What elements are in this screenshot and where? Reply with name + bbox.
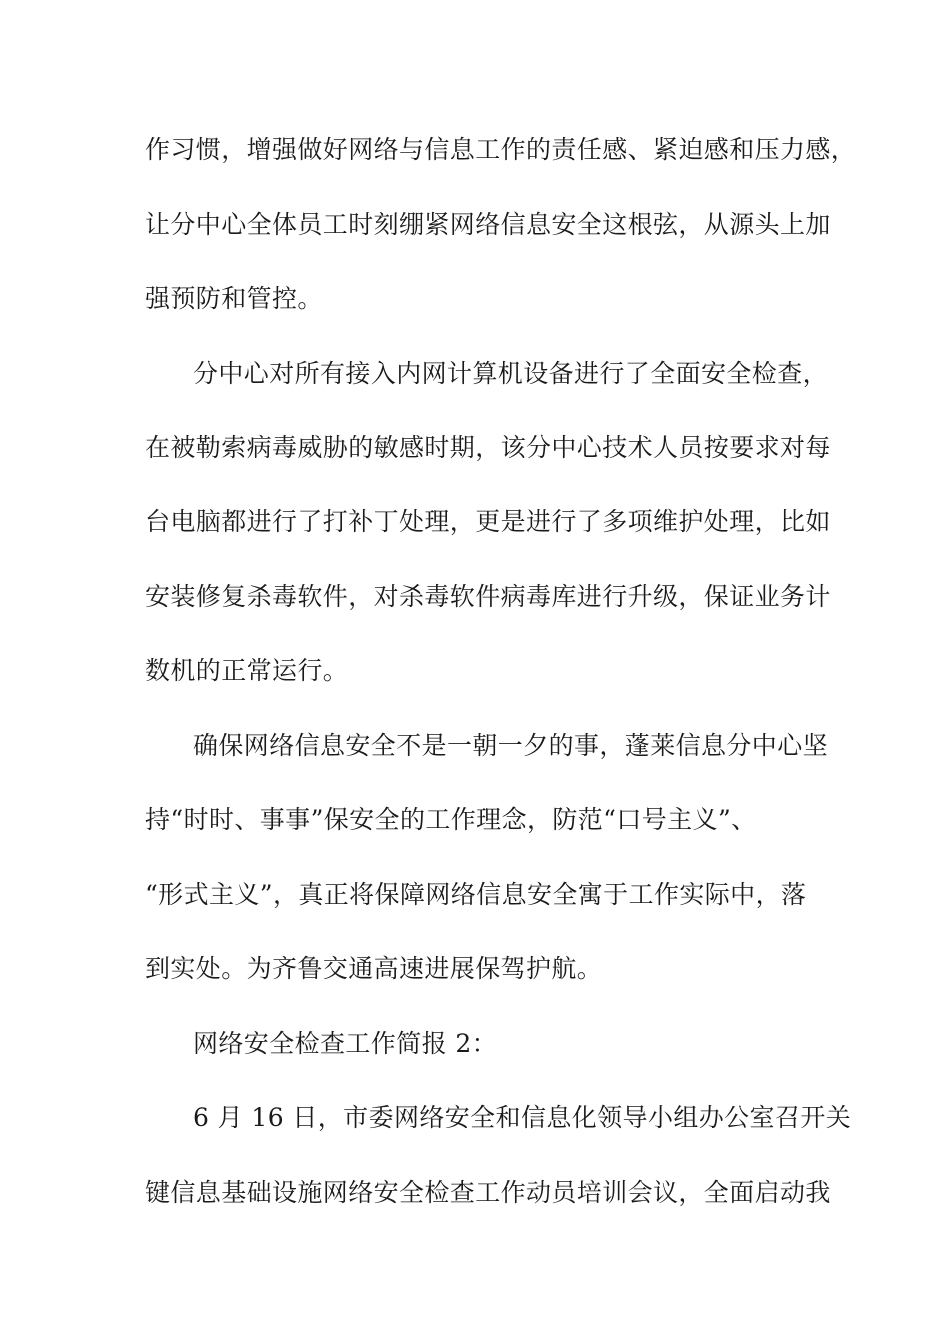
paragraph-line: “形式主义”，真正将保障网络信息安全寓于工作实际中，落 [145, 880, 807, 909]
paragraph-line: 确保网络信息安全不是一朝一夕的事，蓬莱信息分中心坚 [193, 731, 829, 760]
paragraph-line: 持“时时、事事”保安全的工作理念，防范“口号主义”、 [145, 805, 757, 834]
paragraph-line: 分中心对所有接入内网计算机设备进行了全面安全检查， [193, 359, 829, 388]
paragraph-line: 到实处。为齐鲁交通高速进展保驾护航。 [145, 954, 603, 983]
paragraph-line: 6 月 16 日，市委网络安全和信息化领导小组办公室召开关 [193, 1103, 852, 1132]
section-heading: 网络安全检查工作简报 2： [193, 1029, 498, 1058]
paragraph-line: 安装修复杀毒软件，对杀毒软件病毒库进行升级，保证业务计 [145, 582, 831, 611]
paragraph-line: 作习惯，增强做好网络与信息工作的责任感、紧迫感和压力感， [145, 135, 857, 164]
paragraph-line: 台电脑都进行了打补丁处理，更是进行了多项维护处理，比如 [145, 507, 831, 536]
paragraph-line: 在被勒索病毒威胁的敏感时期，该分中心技术人员按要求对每 [145, 433, 831, 462]
paragraph-line: 强预防和管控。 [145, 284, 323, 313]
paragraph-line: 键信息基础设施网络安全检查工作动员培训会议，全面启动我 [145, 1178, 831, 1207]
paragraph-line: 数机的正常运行。 [145, 656, 349, 685]
paragraph-line: 让分中心全体员工时刻绷紧网络信息安全这根弦，从源头上加 [145, 210, 831, 239]
